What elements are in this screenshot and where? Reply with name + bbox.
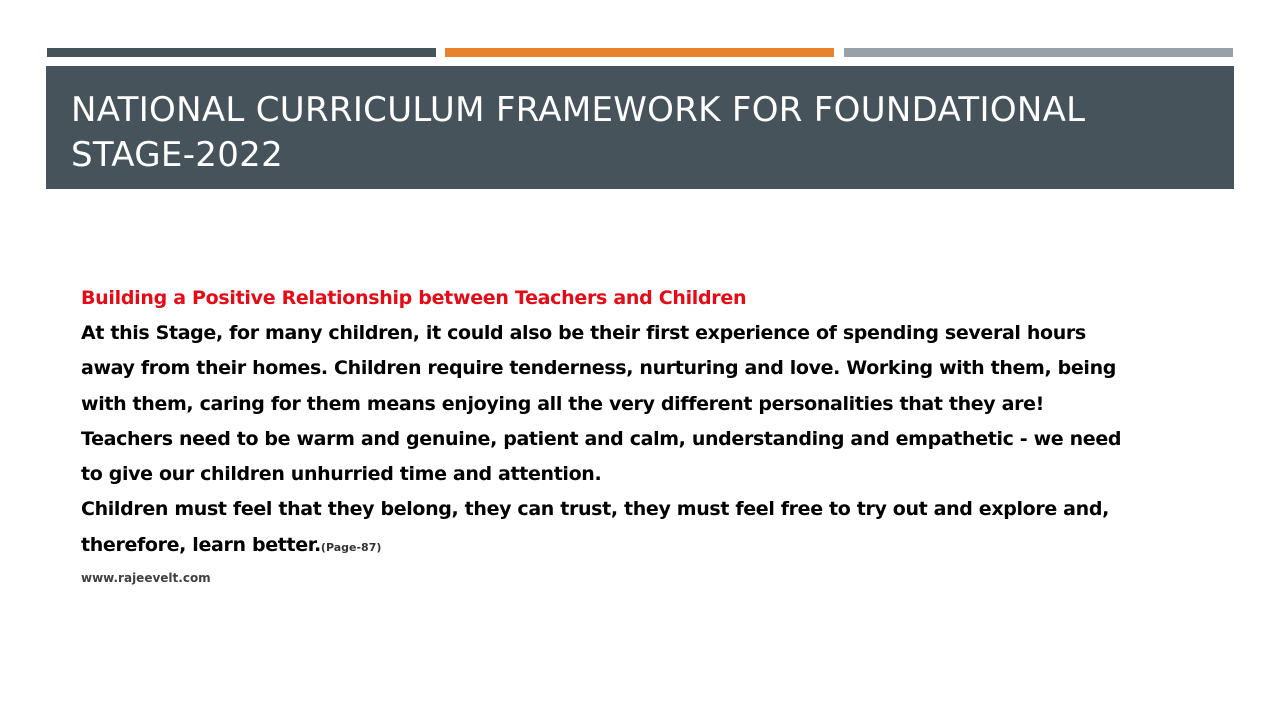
slide-content <box>81 284 1131 587</box>
paragraph-2: Teachers need to be warm and genuine, patient and calm, understanding and empathetic - we need to give our children unhurried time and attention. <box>81 427 1122 486</box>
slide-title: NATIONAL CURRICULUM FRAMEWORK FOR FOUNDATIONAL STAGE-2022 <box>71 90 1086 175</box>
paragraph-3-text: Children must feel that they belong, they can trust, they must feel free to try out and explore and, therefore, learn better. <box>81 498 1109 556</box>
accent-bar-dark <box>47 48 436 57</box>
paragraph-3 <box>81 492 1131 565</box>
website-footer: www.rajeevelt.com <box>81 571 211 586</box>
paragraph-1: At this Stage, for many children, it could also be their first experience of spending several hours away from their homes. Children require tenderness, nurturing and love. Working with them, being with them, caring for them means enjoying all the very different personalities that they are! <box>81 322 1117 415</box>
accent-bar-orange <box>445 48 834 57</box>
page-reference: (Page-87) <box>320 540 382 554</box>
section-subheading: Building a Positive Relationship between Teachers and Children <box>81 287 747 309</box>
accent-bar-gray <box>844 48 1233 57</box>
title-banner <box>46 66 1234 189</box>
